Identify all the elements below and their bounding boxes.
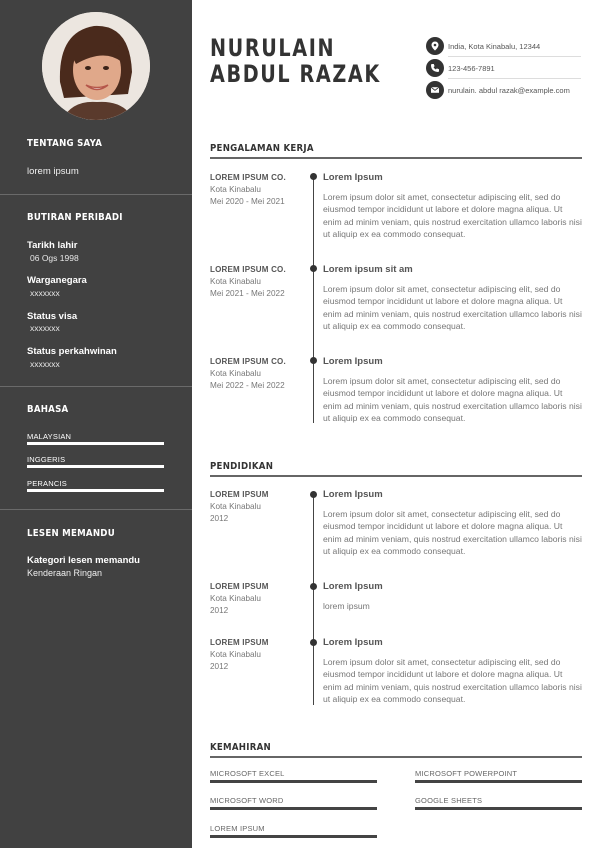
about-text: lorem ipsum xyxy=(27,166,79,177)
skill-bar xyxy=(415,807,582,810)
citizenship-value: xxxxxxx xyxy=(30,288,60,298)
citizenship-label: Warganegara xyxy=(27,275,87,286)
personal-title: BUTIRAN PERIBADI xyxy=(27,212,123,223)
birthdate-value: 06 Ogs 1998 xyxy=(30,253,79,263)
contact-location: India, Kota Kinabalu, 12344 xyxy=(448,42,541,51)
experience-role: Lorem Ipsum xyxy=(323,172,383,183)
experience-org: LOREM IPSUM CO. xyxy=(210,265,286,274)
language-item: INGGERIS xyxy=(27,455,66,464)
license-value: Kenderaan Ringan xyxy=(27,568,103,578)
education-city: Kota Kinabalu xyxy=(210,502,261,511)
divider xyxy=(448,78,581,79)
skill-bar xyxy=(210,780,377,783)
email-icon xyxy=(426,81,444,99)
marital-status-label: Status perkahwinan xyxy=(27,346,117,357)
skill-item: LOREM IPSUM xyxy=(210,824,265,833)
sidebar xyxy=(0,0,192,848)
about-title: TENTANG SAYA xyxy=(27,138,103,149)
education-city: Kota Kinabalu xyxy=(210,594,261,603)
experience-timeline xyxy=(313,176,314,423)
timeline-dot xyxy=(310,265,317,272)
experience-desc: Lorem ipsum dolor sit amet, consectetur adipiscing elit, sed do eiusmod tempor incididunt ut labore et dolore magna aliqua. Ut enim ad minim veniam, quis nostrud exercitation ullamco laboris nisi ut aliquip ex ea commodo consequat. xyxy=(323,376,582,423)
education-item-title: Lorem Ipsum xyxy=(323,489,383,500)
education-year: 2012 xyxy=(210,514,229,523)
education-desc: Lorem ipsum dolor sit amet, consectetur adipiscing elit, sed do eiusmod tempor incididunt ut labore et dolore magna aliqua. Ut enim ad minim veniam, quis nostrud exercitation ullamco laboris nisi ut aliquip ex ea commodo consequat. xyxy=(323,657,582,704)
timeline-dot xyxy=(310,491,317,498)
birthdate-label: Tarikh lahir xyxy=(27,240,78,251)
language-bar xyxy=(27,489,164,492)
language-item: PERANCIS xyxy=(27,479,67,488)
experience-title: PENGALAMAN KERJA xyxy=(210,143,314,154)
skills-title: KEMAHIRAN xyxy=(210,742,271,753)
skill-item: MICROSOFT WORD xyxy=(210,796,284,805)
contact-phone[interactable]: 123-456-7891 xyxy=(448,64,495,73)
divider xyxy=(210,157,582,159)
education-title: PENDIDIKAN xyxy=(210,461,274,472)
language-bar xyxy=(27,442,164,445)
license-label: Kategori lesen memandu xyxy=(27,555,140,566)
languages-title: BAHASA xyxy=(27,404,69,415)
license-title: LESEN MEMANDU xyxy=(27,528,115,539)
experience-city: Kota Kinabalu xyxy=(210,185,261,194)
experience-city: Kota Kinabalu xyxy=(210,369,261,378)
phone-icon xyxy=(426,59,444,77)
education-timeline xyxy=(313,494,314,705)
skill-bar xyxy=(415,780,582,783)
education-desc: lorem ipsum xyxy=(323,601,370,611)
timeline-dot xyxy=(310,639,317,646)
language-item: MALAYSIAN xyxy=(27,432,72,441)
avatar xyxy=(42,12,150,120)
education-item-title: Lorem Ipsum xyxy=(323,637,383,648)
language-bar xyxy=(27,465,164,468)
profile-photo-icon xyxy=(42,12,150,120)
contact-email[interactable]: nurulain. abdul razak@example.com xyxy=(448,86,570,95)
skill-item: MICROSOFT POWERPOINT xyxy=(415,769,518,778)
skill-item: GOOGLE SHEETS xyxy=(415,796,483,805)
education-org: LOREM IPSUM xyxy=(210,490,269,499)
skill-bar xyxy=(210,807,377,810)
experience-desc: Lorem ipsum dolor sit amet, consectetur adipiscing elit, sed do eiusmod tempor incididunt ut labore et dolore magna aliqua. Ut enim ad minim veniam, quis nostrud exercitation ullamco laboris nisi ut aliquip ex ea commodo consequat. xyxy=(323,192,582,239)
experience-org: LOREM IPSUM CO. xyxy=(210,357,286,366)
divider xyxy=(0,194,192,195)
experience-desc: Lorem ipsum dolor sit amet, consectetur adipiscing elit, sed do eiusmod tempor incididunt ut labore et dolore magna aliqua. Ut enim ad minim veniam, quis nostrud exercitation ullamco laboris nisi ut aliquip ex ea commodo consequat. xyxy=(323,284,582,331)
divider xyxy=(210,475,582,477)
location-pin-icon xyxy=(426,37,444,55)
divider xyxy=(210,756,582,758)
experience-period: Mei 2020 - Mei 2021 xyxy=(210,197,285,206)
experience-period: Mei 2022 - Mei 2022 xyxy=(210,381,285,390)
divider xyxy=(0,386,192,387)
visa-status-label: Status visa xyxy=(27,311,78,322)
divider xyxy=(448,56,581,57)
name-last: ABDUL RAZAK xyxy=(210,60,381,88)
education-desc: Lorem ipsum dolor sit amet, consectetur adipiscing elit, sed do eiusmod tempor incididunt ut labore et dolore magna aliqua. Ut enim ad minim veniam, quis nostrud exercitation ullamco laboris nisi ut aliquip ex ea commodo consequat. xyxy=(323,509,582,556)
timeline-dot xyxy=(310,583,317,590)
education-item-title: Lorem Ipsum xyxy=(323,581,383,592)
divider xyxy=(0,509,192,510)
experience-role: Lorem ipsum sit am xyxy=(323,264,413,275)
timeline-dot xyxy=(310,173,317,180)
name-first: NURULAIN xyxy=(210,34,336,62)
experience-city: Kota Kinabalu xyxy=(210,277,261,286)
timeline-dot xyxy=(310,357,317,364)
education-year: 2012 xyxy=(210,662,229,671)
education-city: Kota Kinabalu xyxy=(210,650,261,659)
skill-item: MICROSOFT EXCEL xyxy=(210,769,285,778)
experience-role: Lorem Ipsum xyxy=(323,356,383,367)
experience-period: Mei 2021 - Mei 2022 xyxy=(210,289,285,298)
education-org: LOREM IPSUM xyxy=(210,582,269,591)
education-org: LOREM IPSUM xyxy=(210,638,269,647)
visa-status-value: xxxxxxx xyxy=(30,323,60,333)
skill-bar xyxy=(210,835,377,838)
marital-status-value: xxxxxxx xyxy=(30,359,60,369)
education-year: 2012 xyxy=(210,606,229,615)
experience-org: LOREM IPSUM CO. xyxy=(210,173,286,182)
